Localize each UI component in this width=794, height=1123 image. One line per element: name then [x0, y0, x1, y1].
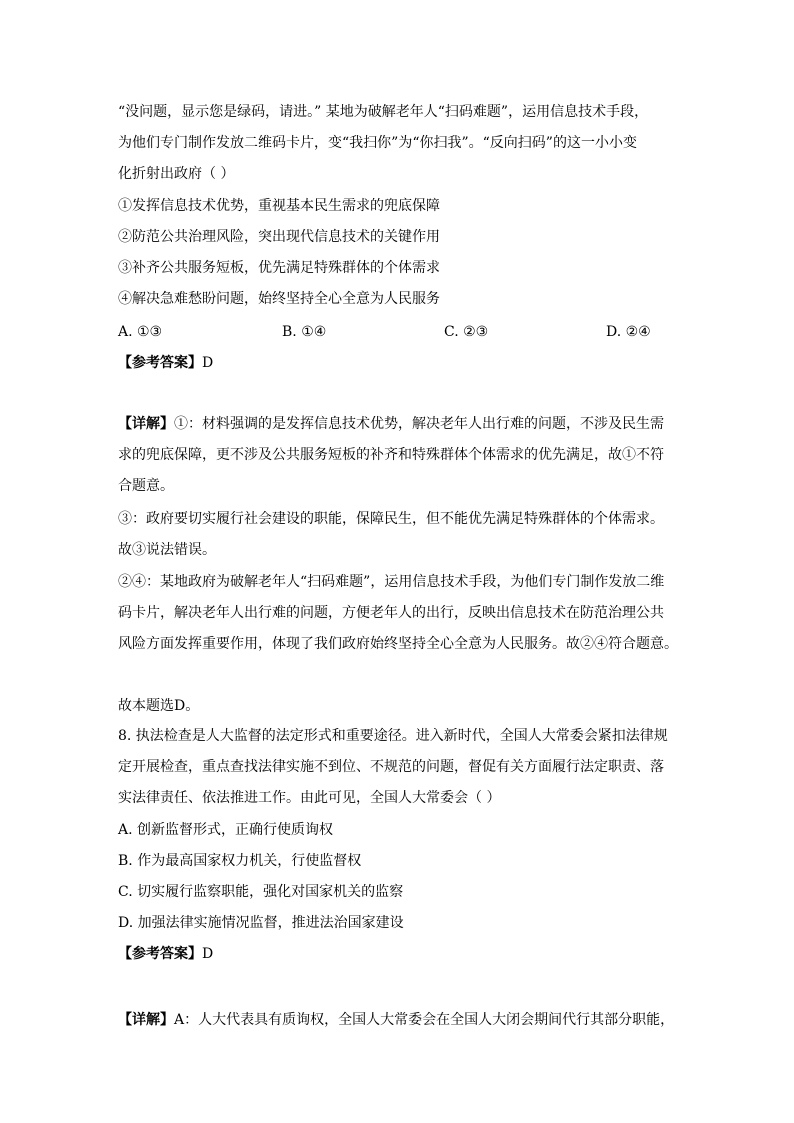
q8-stem-line-2: 定开展检查，重点查找法律实施不到位、不规范的问题，督促有关方面履行法定职责、落: [118, 759, 664, 775]
q7-detail-line-6: ②④：某地政府为破解老年人“扫码难题”，运用信息技术手段，为他们专门制作发放二维: [118, 574, 665, 590]
q7-conclusion: 故本题选D。: [118, 698, 200, 714]
q7-statement-1: ①发挥信息技术优势，重视基本民生需求的兜底保障: [118, 198, 440, 214]
q8-answer: [118, 944, 213, 964]
q7-stem-line-3: 化折射出政府（ ）: [118, 166, 235, 182]
q7-detail-line-4: ③：政府要切实履行社会建设的职能，保障民生，但不能优先满足特殊群体的个体需求。: [118, 511, 664, 527]
q7-stem-line-1: “没问题，显示您是绿码，请进。” 某地为破解老年人“扫码难题”，运用信息技术手段，: [118, 104, 649, 120]
q7-statement-4: ④解决急难愁盼问题，始终坚持全心全意为人民服务: [118, 291, 440, 307]
q7-detail-label: 【详解】: [118, 416, 174, 432]
q8-detail-text-1: A：人大代表具有质询权，全国人大常委会在全国人大闭会期间代行其部分职能，: [174, 1012, 675, 1028]
q7-statement-3: ③补齐公共服务短板，优先满足特殊群体的个体需求: [118, 260, 440, 276]
q7-stem-line-2: 为他们专门制作发放二维码卡片，变“我扫你”为“你扫我”。“反向扫码”的这一小小变: [118, 135, 637, 151]
q7-statement-2: ②防范公共治理风险，突出现代信息技术的关键作用: [118, 229, 440, 245]
q7-answer: [118, 353, 213, 373]
q7-detail-line-1: [118, 414, 664, 434]
q7-detail-line-2: 求的兜底保障，更不涉及公共服务短板的补齐和特殊群体个体需求的优先满足，故①不符: [118, 447, 664, 463]
q8-detail-label: 【详解】: [118, 1012, 174, 1028]
q8-option-c: C. 切实履行监察职能，强化对国家机关的监察: [118, 884, 404, 900]
q8-stem-line-3: 实法律责任、依法推进工作。由此可见，全国人大常委会（ ）: [118, 790, 501, 806]
q7-detail-line-7: 码卡片，解决老年人出行难的问题，方便老年人的出行，反映出信息技术在防范治理公共: [118, 605, 664, 621]
q7-answer-label: 【参考答案】: [118, 355, 202, 371]
q8-detail-line-1: [118, 1010, 674, 1030]
q7-detail-line-5: 故③说法错误。: [118, 542, 216, 558]
q8-option-a: A. 创新监督形式，正确行使质询权: [118, 822, 334, 838]
q8-stem-line-1: 8. 执法检查是人大监督的法定形式和重要途径。进入新时代，全国人大常委会紧扣法律规: [118, 728, 668, 744]
q7-option-c: C. ②③: [444, 324, 489, 340]
q7-option-b: B. ①④: [282, 324, 327, 340]
q7-option-d: D. ②④: [606, 324, 651, 340]
q7-detail-line-3: 合题意。: [118, 478, 174, 494]
q8-answer-label: 【参考答案】: [118, 946, 202, 962]
q7-detail-text-1: ①：材料强调的是发挥信息技术优势，解决老年人出行难的问题，不涉及民生需: [174, 416, 664, 432]
q7-detail-line-8: 风险方面发挥重要作用，体现了我们政府始终坚持全心全意为人民服务。故②④符合题意。: [118, 636, 678, 652]
q8-option-d: D. 加强法律实施情况监督，推进法治国家建设: [118, 915, 404, 931]
q7-answer-value: D: [202, 355, 214, 371]
q8-option-b: B. 作为最高国家权力机关，行使监督权: [118, 853, 362, 869]
q7-option-a: A. ①③: [118, 324, 163, 340]
q8-answer-value: D: [202, 946, 214, 962]
